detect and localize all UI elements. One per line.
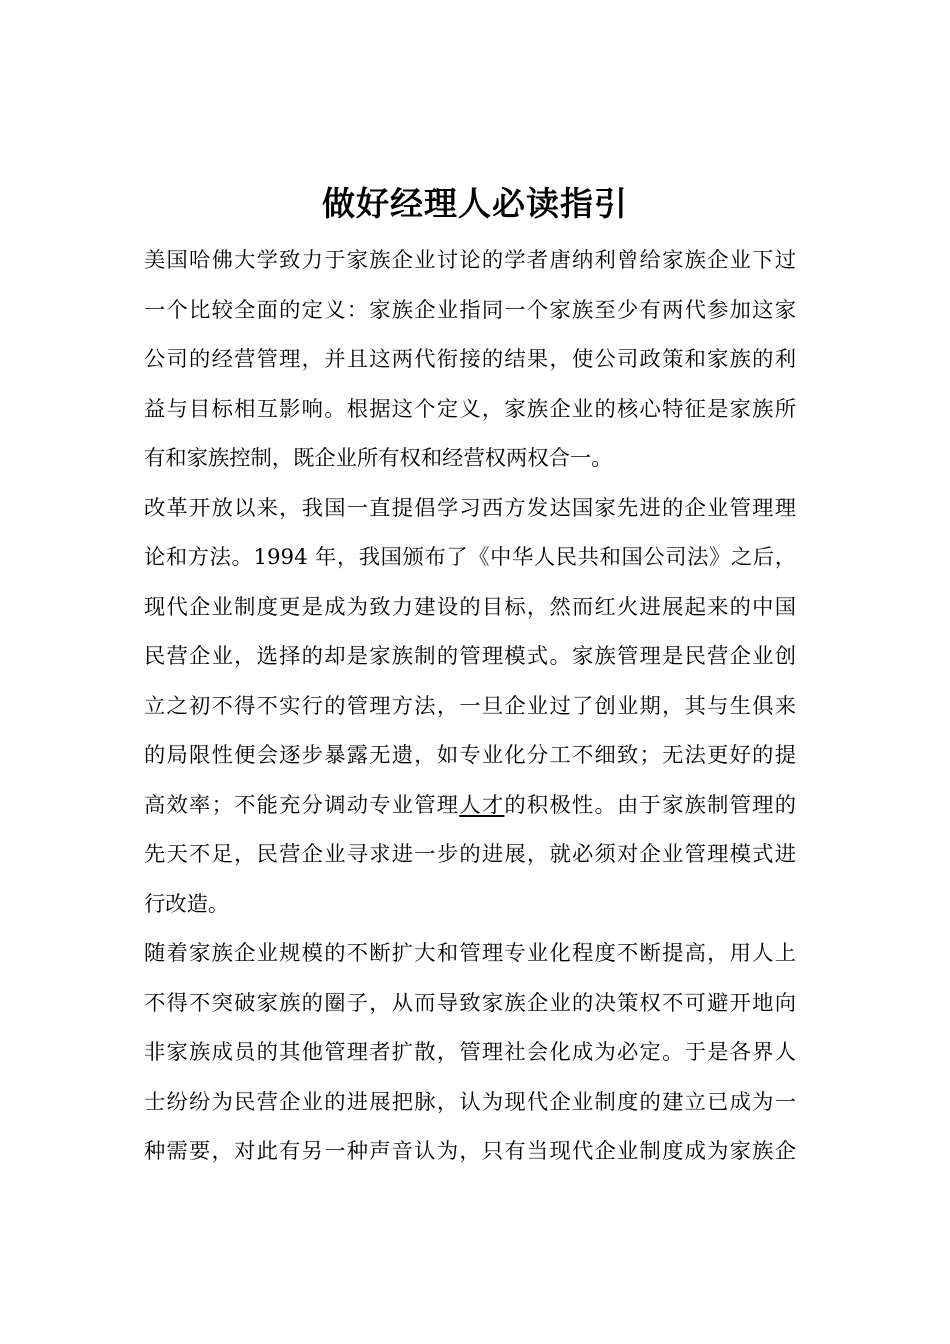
text-line: 民营企业，选择的却是家族制的管理模式。家族管理是民营企业创 bbox=[144, 644, 796, 669]
text-line: 行改造。 bbox=[144, 891, 230, 917]
text-line: 士纷纷为民营企业的进展把脉，认为现代企业制度的建立已成为一 bbox=[144, 1089, 796, 1115]
text-line: 现代企业制度更是成为致力建设的目标，然而红火进展起来的中国 bbox=[144, 594, 796, 620]
text-line: 有和家族控制，既企业所有权和经营权两权合一。 bbox=[144, 446, 613, 471]
document-body bbox=[144, 236, 796, 1177]
text-line: 公司的经营管理，并且这两代衔接的结果，使公司政策和家族的利 bbox=[144, 347, 796, 372]
paragraph-3 bbox=[144, 929, 796, 1177]
text-line-with-link bbox=[144, 781, 796, 831]
text-line: 立之初不得不实行的管理方法，一旦企业过了创业期，其与生俱来 bbox=[144, 693, 796, 719]
talent-link[interactable]: 人才 bbox=[459, 792, 505, 818]
text-line: 的局限性便会逐步暴露无遗，如专业化分工不细致；无法更好的提 bbox=[144, 743, 796, 768]
text-line: 随着家族企业规模的不断扩大和管理专业化程度不断提高，用人上 bbox=[144, 941, 796, 966]
text-line: 种需要，对此有另一种声音认为，只有当现代企业制度成为家族企 bbox=[144, 1139, 796, 1164]
text-line: 不得不突破家族的圈子，从而导致家族企业的决策权不可避开地向 bbox=[144, 990, 796, 1016]
document-title: 做好经理人必读指引 bbox=[322, 184, 628, 223]
text-line: 一个比较全面的定义：家族企业指同一个家族至少有两代参加这家 bbox=[144, 297, 796, 323]
text-line: 非家族成员的其他管理者扩散，管理社会化成为必定。于是各界人 bbox=[144, 1040, 796, 1065]
text-line: 论和方法。1994 年，我国颁布了《中华人民共和国公司法》之后， bbox=[144, 545, 796, 570]
text-line: 改革开放以来，我国一直提倡学习西方发达国家先进的企业管理理 bbox=[144, 495, 796, 521]
paragraph-1 bbox=[144, 236, 796, 484]
text-line: 美国哈佛大学致力于家族企业讨论的学者唐纳利曾给家族企业下过 bbox=[144, 248, 796, 273]
paragraph-2 bbox=[144, 484, 796, 930]
text-line: 益与目标相互影响。根据这个定义，家族企业的核心特征是家族所 bbox=[144, 396, 796, 422]
text-segment: 高效率；不能充分调动专业管理 bbox=[144, 792, 460, 818]
text-segment: 的积极性。由于家族制管理的 bbox=[504, 792, 796, 818]
text-line: 先天不足，民营企业寻求进一步的进展，就必须对企业管理模式进 bbox=[144, 842, 796, 867]
